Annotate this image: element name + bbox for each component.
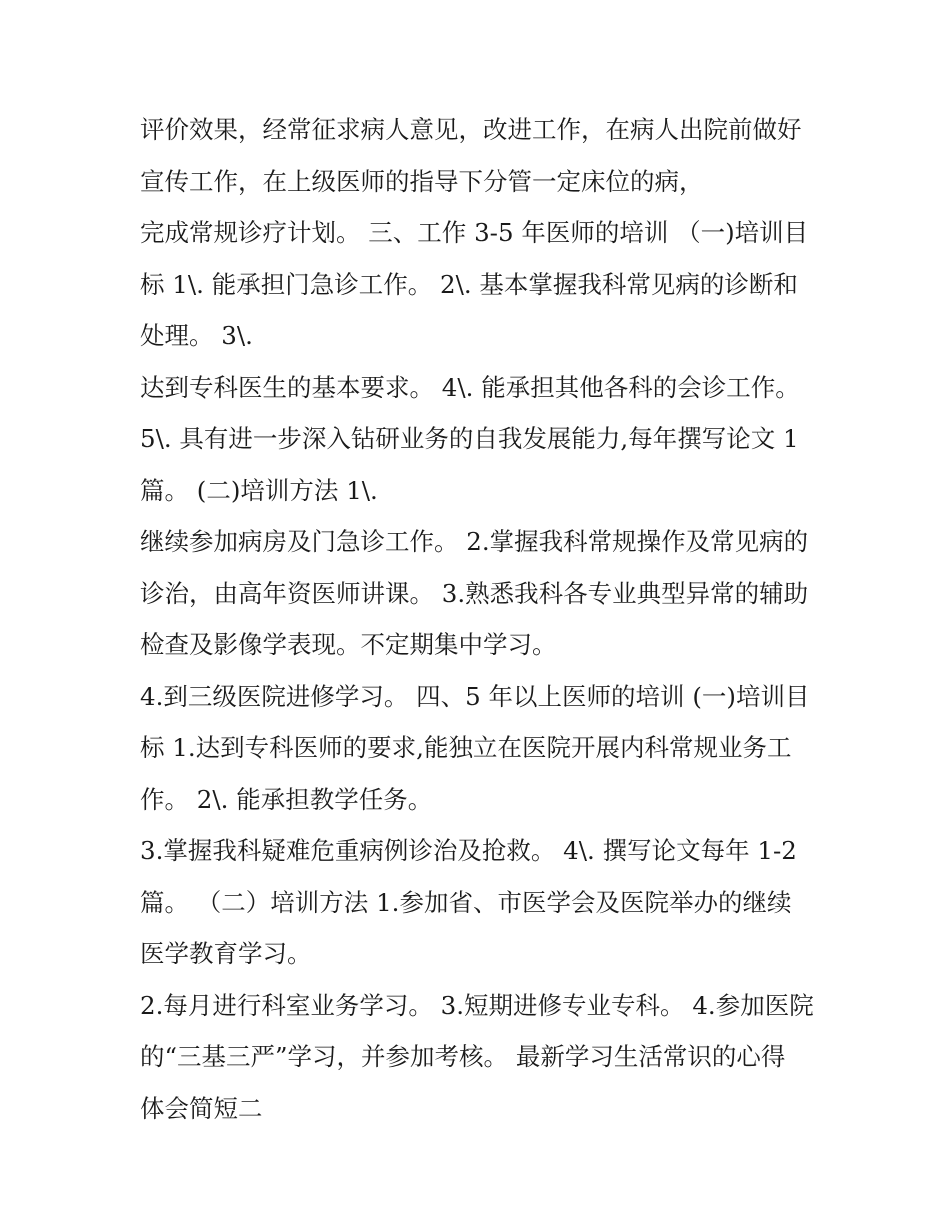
text-line: 作。 2\. 能承担教学任务。: [140, 784, 433, 814]
text-line: 达到专科医生的基本要求。 4\. 能承担其他各科的会诊工作。: [140, 372, 800, 402]
text-line: 完成常规诊疗计划。 三、工作 3-5 年医师的培训 （一)培训目: [140, 218, 809, 247]
text-line: 宣传工作，在上级医师的指导下分管一定床位的病，: [140, 166, 704, 196]
body-text: [140, 104, 840, 1134]
text-line: 3.掌握我科疑难危重病例诊治及抢救。 4\. 撰写论文每年 1-2: [140, 836, 797, 865]
text-line: 处理。 3\.: [140, 321, 253, 350]
text-line: 评价效果，经常征求病人意见，改进工作，在病人出院前做好: [140, 115, 802, 144]
text-line: 体会简短二: [140, 1093, 263, 1123]
text-line: 医学教育学习。: [140, 939, 312, 968]
text-line: 检查及影像学表现。不定期集中学习。: [140, 630, 557, 659]
text-line: 标 1\. 能承担门急诊工作。 2\. 基本掌握我科常见病的诊断和: [140, 269, 798, 299]
text-line: 继续参加病房及门急诊工作。 2.掌握我科常规操作及常见病的: [140, 527, 809, 556]
text-line: 2.每月进行科室业务学习。 3.短期进修专业专科。 4.参加医院: [140, 990, 814, 1020]
text-line: 诊治，由高年资医师讲课。 3.熟悉我科各专业典型异常的辅助: [140, 578, 809, 608]
text-line: 的“三基三严”学习，并参加考核。 最新学习生活常识的心得: [140, 1042, 786, 1071]
text-line: 5\. 具有进一步深入钻研业务的自我发展能力,每年撰写论文 1: [140, 424, 799, 453]
text-line: 篇。 （二）培训方法 1.参加省、市医学会及医院举办的继续: [140, 887, 792, 917]
text-line: 4.到三级医院进修学习。 四、5 年以上医师的培训 (一)培训目: [140, 681, 810, 711]
text-line: 篇。 (二)培训方法 1\.: [140, 475, 378, 505]
text-line: 标 1.达到专科医师的要求,能独立在医院开展内科常规业务工: [140, 733, 792, 762]
